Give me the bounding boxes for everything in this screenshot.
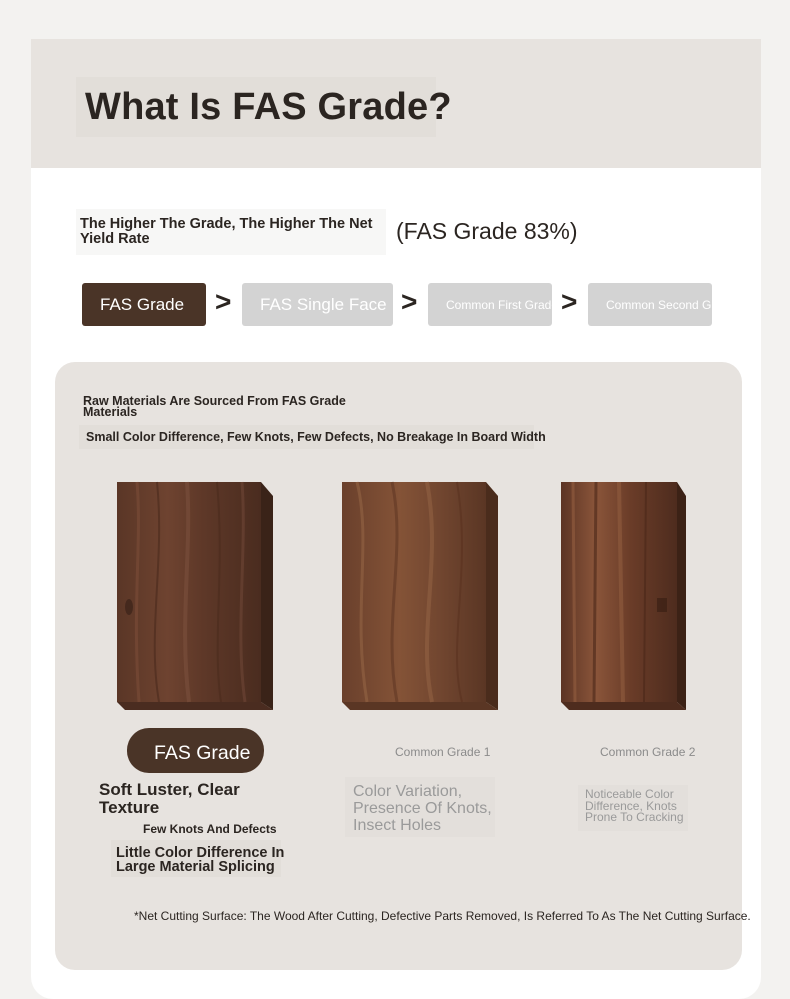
yield-rate-text: The Higher The Grade, The Higher The Net Yield Rate — [80, 216, 373, 247]
footnote: *Net Cutting Surface: The Wood After Cutting, Defective Parts Removed, Is Referred To As The Net Cutting Surface. — [134, 909, 751, 923]
grade-2-feature-text: Noticeable Color Difference, Knots Prone To Cracking — [585, 787, 684, 824]
fas-percent-label: (FAS Grade 83%) — [396, 218, 578, 244]
source-text: Raw Materials Are Sourced From FAS Grade Materials — [83, 394, 346, 419]
common-grade-1-wood-sample-image — [342, 482, 498, 710]
fas-feature-knots: Few Knots And Defects — [143, 822, 277, 836]
description-text: Small Color Difference, Few Knots, Few Defects, No Breakage In Board Width — [86, 430, 546, 444]
common-grade-1-label: Common Grade 1 — [395, 745, 491, 759]
fas-grade-pill-label: FAS Grade — [154, 742, 251, 764]
greater-than-icon: > — [561, 286, 578, 317]
grade-button-common-first[interactable] — [428, 283, 559, 326]
fas-feature-texture: Soft Luster, Clear Texture — [99, 780, 240, 817]
fas-wood-sample-image — [117, 482, 273, 710]
grade-button-label: FAS Grade — [100, 294, 185, 314]
common-grade-2-label: Common Grade 2 — [600, 745, 696, 759]
comparison-panel — [55, 362, 751, 970]
page-title: What Is FAS Grade? — [85, 86, 452, 128]
fas-feature-splicing: Little Color Difference In Large Material Splicing — [116, 845, 285, 875]
greater-than-icon: > — [401, 286, 418, 317]
grade-button-label: Common Second Grade — [606, 297, 736, 312]
greater-than-icon: > — [215, 286, 232, 317]
grade-button-fas[interactable] — [82, 283, 206, 326]
grade-1-feature-text: Color Variation, Presence Of Knots, Insect Holes — [353, 783, 492, 834]
grade-button-label: FAS Single Face — [260, 294, 387, 314]
grade-button-fas-single-face[interactable] — [242, 283, 393, 326]
grade-button-label: Common First Grade — [446, 297, 559, 312]
common-grade-2-wood-sample-image — [561, 482, 686, 710]
grade-button-common-second[interactable] — [588, 283, 736, 326]
content-card — [31, 39, 761, 999]
